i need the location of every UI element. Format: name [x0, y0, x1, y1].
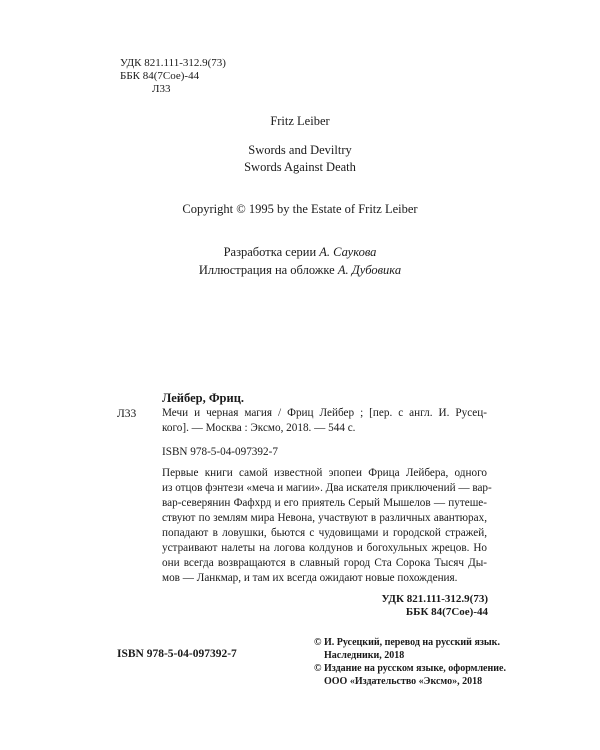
catalog-description: [162, 406, 487, 436]
catalog-description-line: Мечи и черная магия / Фриц Лейбер ; [пер. с англ. И. Русец-: [162, 407, 487, 419]
footer-udk-code: УДК 821.111-312.9(73): [381, 593, 488, 605]
cover-illustration-name: А. Дубовика: [337, 263, 402, 277]
rights-line: ООО «Издательство «Эксмо», 2018: [324, 676, 483, 687]
footer-codes: [300, 593, 488, 619]
bbk-code: ББК 84(7Сое)-44: [120, 70, 200, 82]
annotation-line: устраивают налеты на логова колдунов и богохульных жрецов. Но: [162, 542, 487, 554]
cover-illustration-credit: [0, 262, 600, 279]
udk-code: УДК 821.111-312.9(73): [120, 57, 226, 69]
annotation-line: они всегда возвращаются в славный город Ста Сорока Тысяч Ды-: [162, 557, 487, 569]
isbn-bottom: ISBN 978-5-04-097392-7: [117, 648, 237, 660]
annotation-line: вар-северянин Фафхрд и его приятель Серый Мышелов — путеше-: [162, 497, 487, 509]
annotation-line: мов — Ланкмар, и там их всегда ожидают новые похождения.: [162, 572, 458, 584]
annotation-line: Первые книги самой известной эпопеи Фрица Лейбера, одного: [162, 467, 487, 479]
catalog-description-line: кого]. — Москва : Эксмо, 2018. — 544 с.: [162, 422, 356, 434]
rights-line: Наследники, 2018: [324, 650, 405, 661]
catalog-code: Л33: [117, 408, 137, 420]
rights-block: [314, 636, 506, 688]
footer-bbk-code: ББК 84(7Сое)-44: [405, 606, 488, 618]
series-design-name: А. Саукова: [319, 245, 377, 259]
cover-illustration-label: Иллюстрация на обложке: [198, 263, 335, 277]
annotation: [162, 466, 492, 586]
annotation-line: из отцов фэнтези «меча и магии». Два искателя приключений — вар-: [162, 482, 492, 494]
rights-line: © Издание на русском языке, оформление.: [314, 663, 506, 674]
catalog-isbn: ISBN 978-5-04-097392-7: [162, 446, 278, 458]
title-en-1: Swords and Deviltry: [248, 143, 352, 157]
copyright-line: Copyright © 1995 by the Estate of Fritz Leiber: [182, 202, 418, 216]
annotation-line: ствуют по землям мира Невона, участвуют в различных авантюрах,: [162, 512, 487, 524]
catalog-author: Лейбер, Фриц.: [162, 391, 245, 405]
author-en: Fritz Leiber: [270, 114, 330, 128]
header-codes: [120, 57, 226, 96]
author-mark: Л33: [152, 83, 171, 95]
title-en-2: Swords Against Death: [244, 160, 356, 174]
series-design-label: Разработка серии: [223, 245, 317, 259]
annotation-line: попадают в ловушки, бьются с чудовищами и городской стражей,: [162, 527, 487, 539]
series-design-credit: [0, 244, 600, 261]
rights-line: © И. Русецкий, перевод на русский язык.: [314, 637, 500, 648]
